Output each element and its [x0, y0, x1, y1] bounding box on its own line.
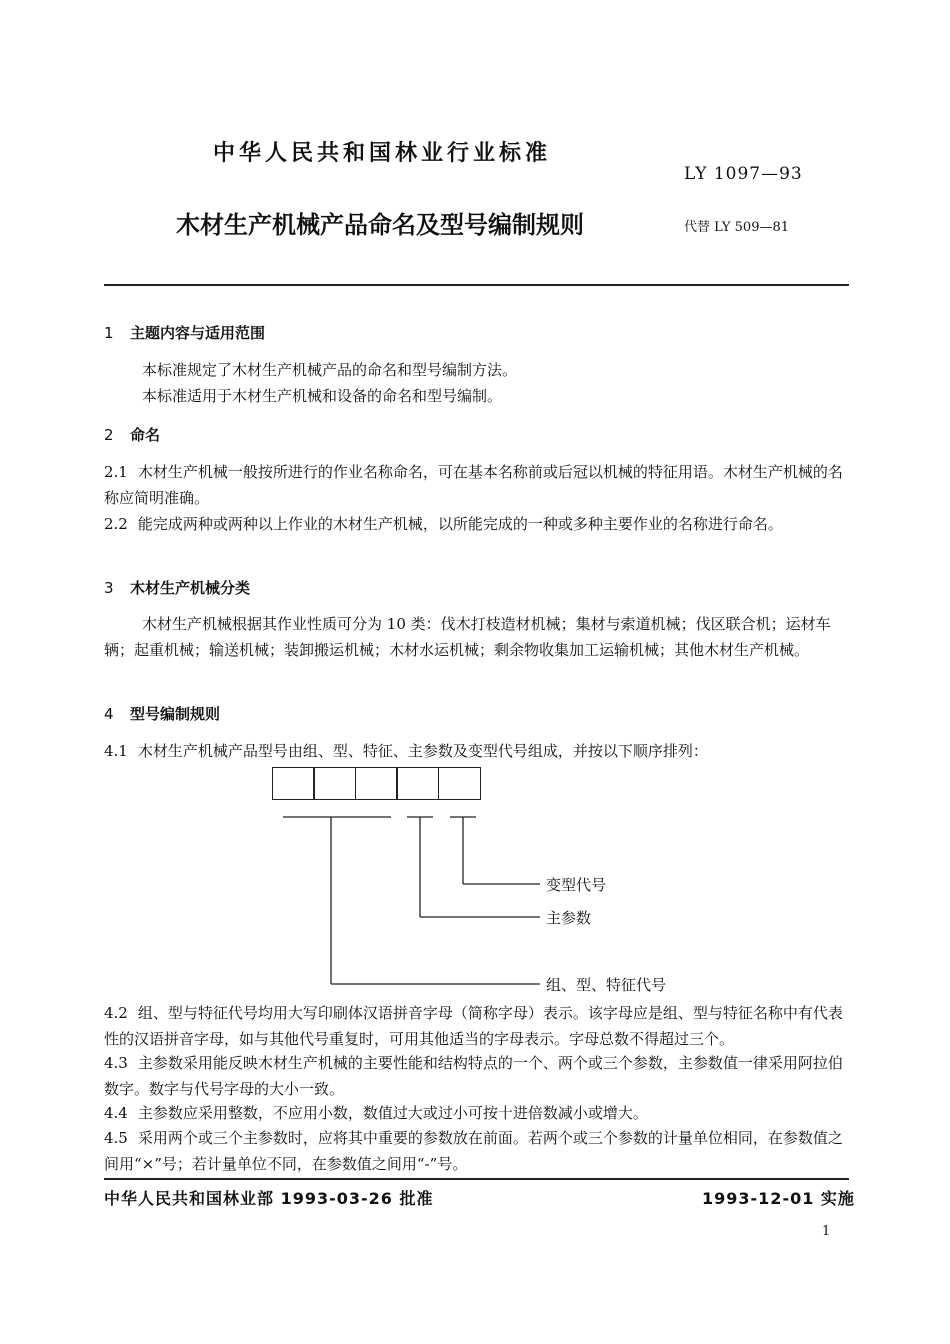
clause-number: 4.3	[104, 1054, 128, 1072]
clause-4-2	[104, 1000, 849, 1052]
section-title: 型号编制规则	[130, 705, 221, 723]
clause-text: 主参数应采用整数，不应用小数，数值过大或过小可按十进倍数减小或增大。	[137, 1104, 648, 1122]
clause-number: 4.2	[104, 1004, 128, 1022]
clause-4-4	[104, 1100, 849, 1126]
clause-4-5	[104, 1125, 849, 1177]
clause-text: 采用两个或三个主参数时，应将其中重要的参数放在前面。若两个或三个参数的计量单位相同，在参数值之间用“×”号；若计量单位不同，在参数值之间用“-”号。	[104, 1129, 843, 1173]
clause-text: 组、型与特征代号均用大写印刷体汉语拼音字母（简称字母）表示。该字母应是组、型与特征名称中有代表性的汉语拼音字母，如与其他代号重复时，可用其他适当的字母表示。字母总数不得超过三个。	[104, 1004, 843, 1048]
clause-text: 能完成两种或两种以上作业的木材生产机械，以所能完成的一种或多种主要作业的名称进行命名。	[137, 515, 783, 533]
section-number: 1	[104, 324, 114, 342]
page-number: 1	[822, 1224, 831, 1239]
section-1-paragraph: 本标准规定了木材生产机械产品的命名和型号编制方法。	[142, 361, 518, 379]
section-number: 3	[104, 579, 114, 597]
clause-number: 4.1	[104, 742, 128, 760]
label-main-parameter: 主参数	[546, 909, 592, 927]
section-number: 4	[104, 705, 114, 723]
section-title: 命名	[130, 426, 161, 444]
clause-text: 木材生产机械一般按所进行的作业名称命名，可在基本名称前或后冠以机械的特征用语。木材生产机械的名称应简明准确。	[104, 463, 843, 507]
section-3-paragraph: 木材生产机械根据其作业性质可分为 10 类：伐木打枝造材机械；集材与索道机械；伐区联合机；运材车辆；起重机械；输送机械；装卸搬运机械；木材水运机械；剩余物收集加工运输机械；其他木材生产机械。	[104, 615, 831, 659]
section-number: 2	[104, 426, 114, 444]
replaces-standard: 代替 LY 509—81	[684, 220, 790, 235]
label-group-type-feature: 组、型、特征代号	[546, 976, 667, 994]
section-title: 木材生产机械分类	[130, 579, 251, 597]
standard-number: LY 1097—93	[684, 164, 803, 184]
label-variant-code: 变型代号	[546, 876, 607, 894]
ministry-title: 中华人民共和国林业行业标准	[213, 141, 552, 166]
clause-text: 主参数采用能反映木材生产机械的主要性能和结构特点的一个、两个或三个参数，主参数值一律采用阿拉伯数字。数字与代号字母的大小一致。	[104, 1054, 843, 1098]
clause-4-3	[104, 1050, 849, 1102]
clause-number: 4.4	[104, 1104, 128, 1122]
clause-number: 2.1	[104, 463, 128, 481]
document-title: 木材生产机械产品命名及型号编制规则	[176, 211, 584, 239]
bottom-divider	[104, 1178, 849, 1180]
effective-date: 1993-12-01 实施	[702, 1189, 855, 1208]
clause-number: 2.2	[104, 515, 128, 533]
section-1-paragraph: 本标准适用于木材生产机械和设备的命名和型号编制。	[142, 387, 503, 405]
approval-line: 中华人民共和国林业部 1993-03-26 批准	[104, 1189, 434, 1208]
clause-number: 4.5	[104, 1129, 128, 1147]
clause-text: 木材生产机械产品型号由组、型、特征、主参数及变型代号组成，并按以下顺序排列：	[137, 742, 708, 760]
section-title: 主题内容与适用范围	[130, 324, 266, 342]
